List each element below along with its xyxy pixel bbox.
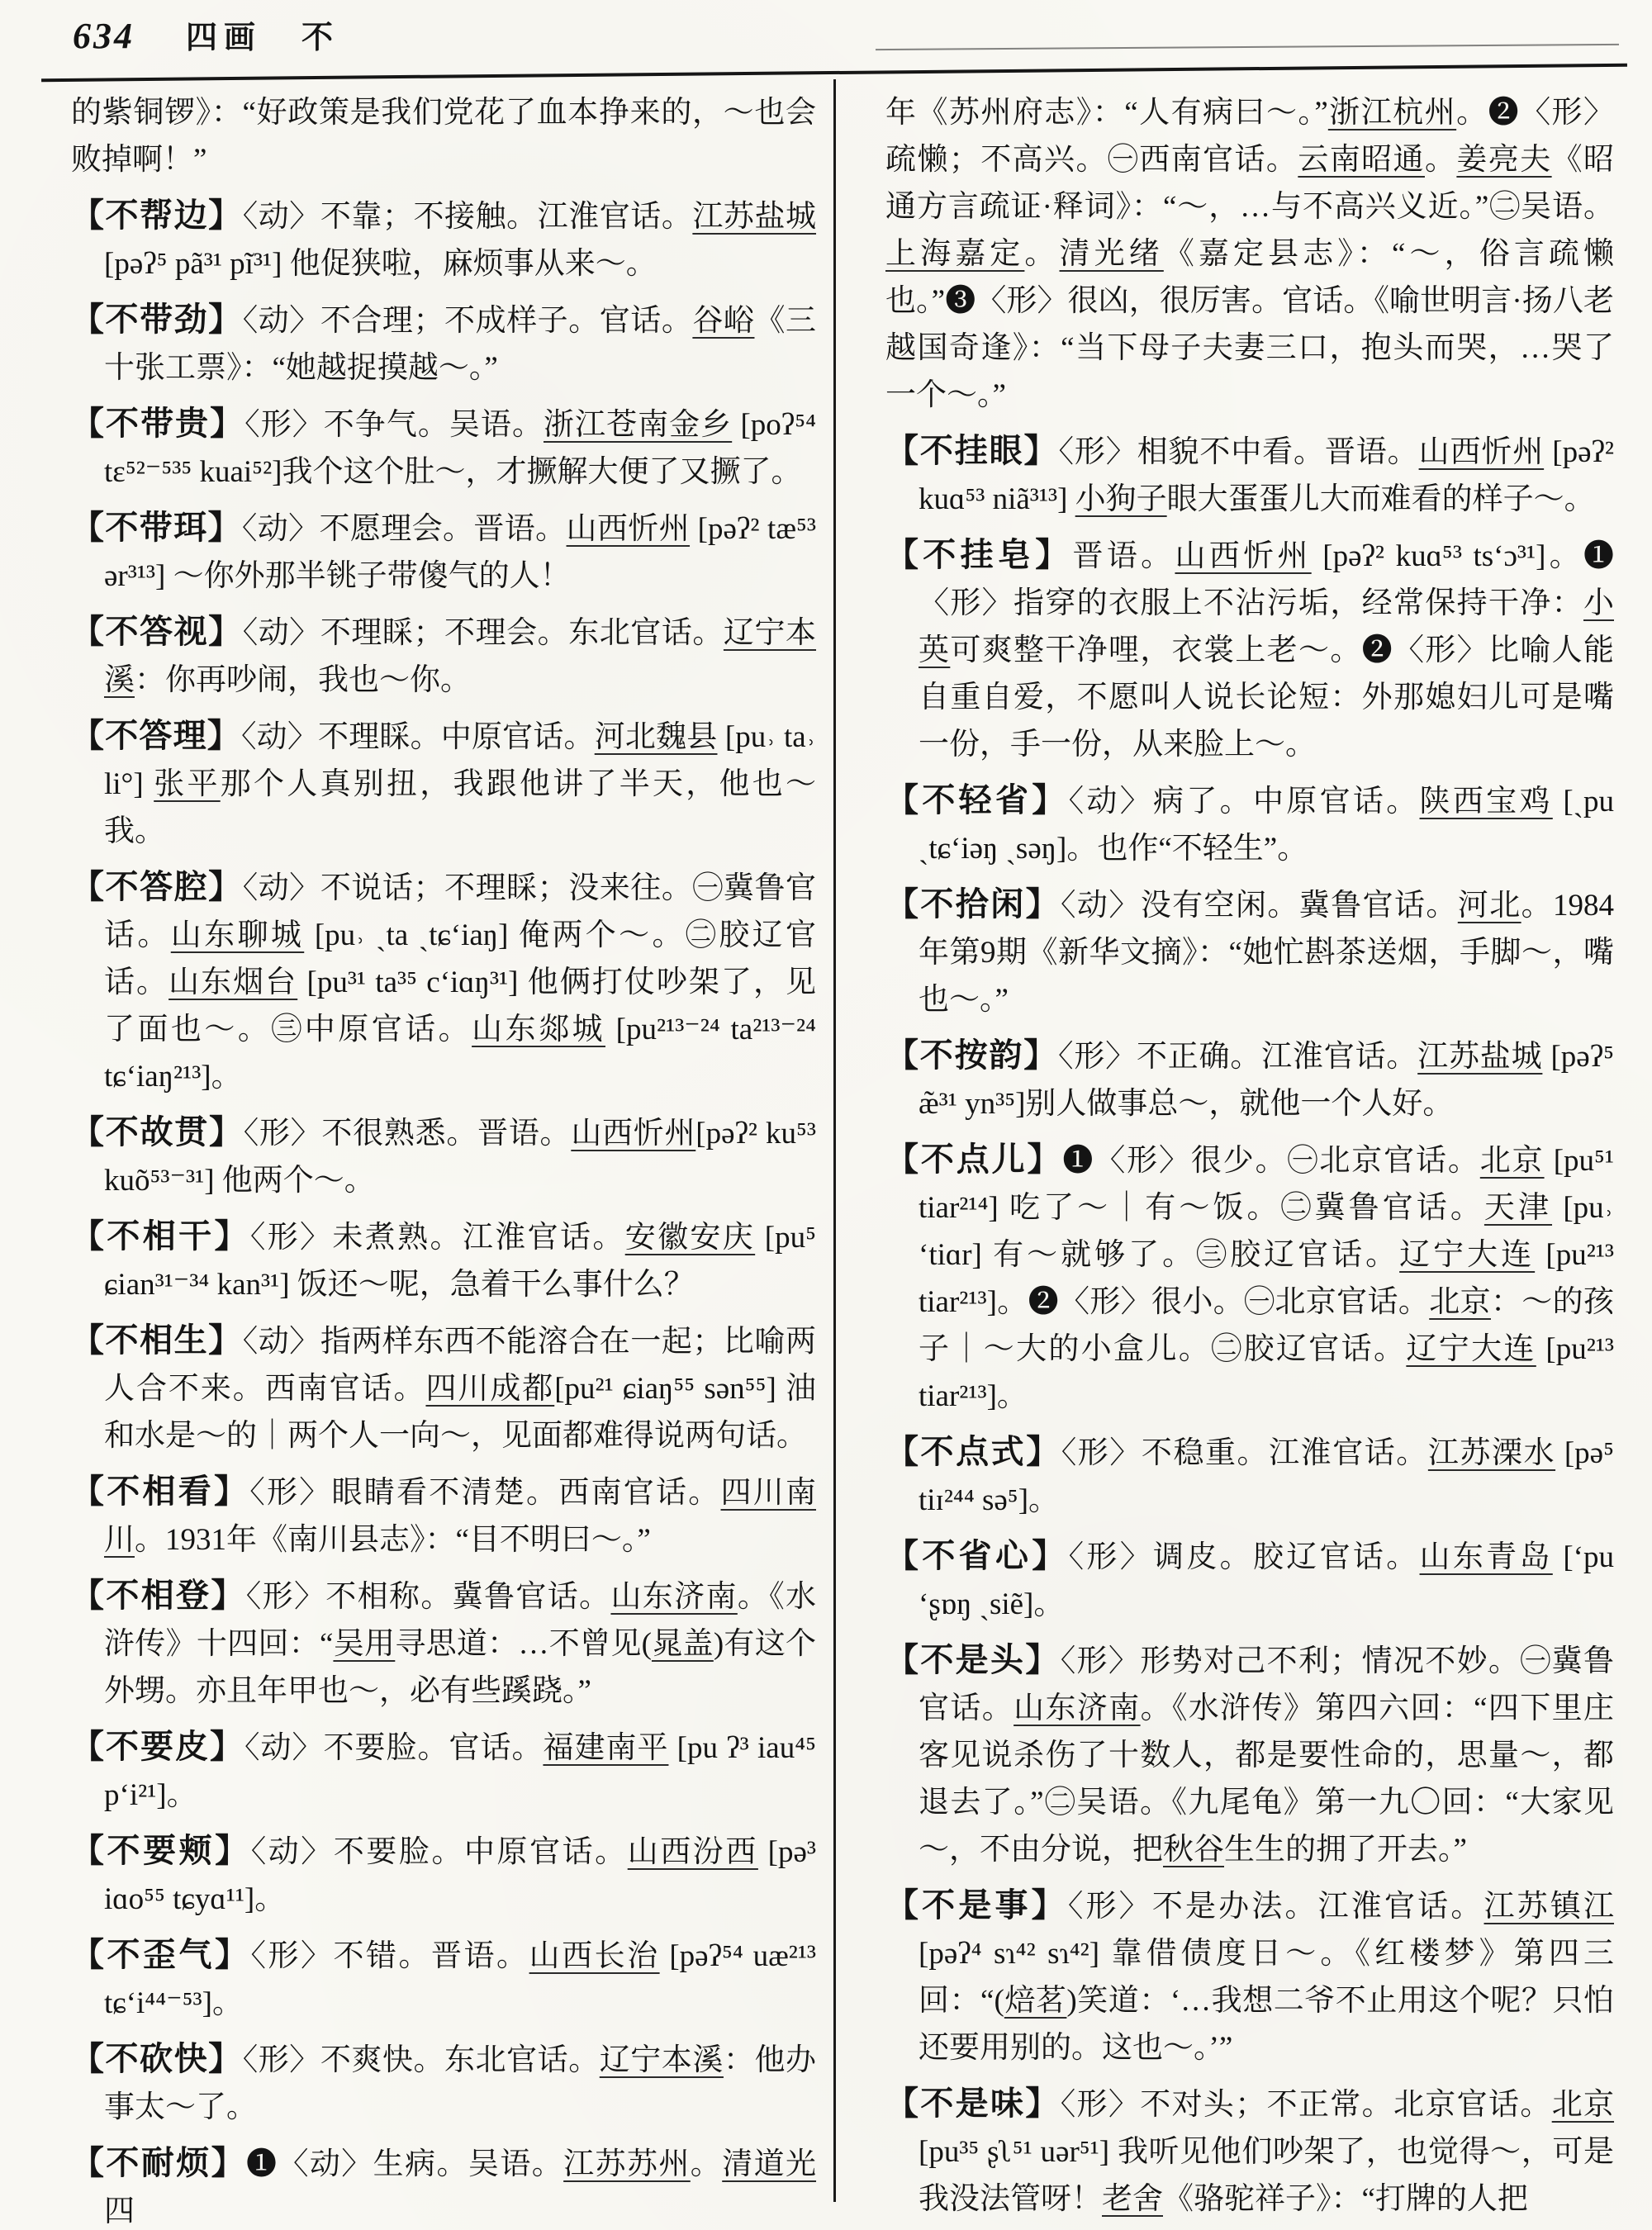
entry-text: 眼大蛋蛋儿大而难看的样子～。 bbox=[1166, 482, 1595, 516]
entry-text: [pu˒ ʻtiɑr] 有～就够了。㊂胶辽官话。 bbox=[919, 1191, 1614, 1272]
entry-headword: 【不轻省】 bbox=[885, 781, 1069, 818]
proper-noun: 山东聊城 bbox=[170, 918, 305, 952]
entry-text: [ʻpu ʻʂɒŋ ˏsiẽ]。 bbox=[919, 1540, 1615, 1621]
entry-text: 〈形〉不很熟悉。晋语。 bbox=[243, 1117, 572, 1151]
entry-headword: 【不带贵】 bbox=[71, 405, 245, 442]
entry-headword: 【不答理】 bbox=[71, 717, 241, 754]
proper-noun: 山东济南 bbox=[610, 1580, 738, 1614]
entry-headword: 【不按韵】 bbox=[885, 1037, 1059, 1074]
dict-entry bbox=[71, 504, 816, 600]
dict-entry bbox=[71, 2139, 816, 2230]
entry-text: 。1984年第9期《新华文摘》：“她忙斟茶送烟，手脚～，嘴也～。” bbox=[919, 889, 1615, 1017]
entry-text: 〈动〉不要脸。中原官话。 bbox=[250, 1835, 628, 1869]
entry-text: 〈形〉不稳重。江淮官话。 bbox=[1061, 1436, 1428, 1470]
dict-entry bbox=[71, 192, 816, 287]
proper-noun: 四川南川 bbox=[104, 1476, 816, 1557]
proper-noun: 陕西宝鸡 bbox=[1419, 785, 1553, 818]
section-headword-character: 不 bbox=[301, 21, 334, 55]
entry-text: 。《水浒传》十四回：“ bbox=[104, 1580, 817, 1661]
entry-text: [pəʔ⁵ pã³¹ pĩ³¹] 他促狭啦，麻烦事从来～。 bbox=[104, 247, 657, 281]
entry-text: 《三十张工票》：“她越捉摸越～。” bbox=[104, 304, 817, 385]
proper-noun: 山西忻州 bbox=[1175, 539, 1312, 573]
entry-text: 可爽整干净哩，衣裳上老～。❷〈形〉比喻人能自重自爱，不愿叫人说长论短：外那媳妇儿可是嘴一份，手一份，从来脸上～。 bbox=[919, 633, 1615, 762]
proper-noun: 老舍 bbox=[1102, 2182, 1163, 2216]
proper-noun: 山东济南 bbox=[1014, 1691, 1141, 1725]
entry-text: ：他办事太～了。 bbox=[104, 2043, 817, 2124]
entry-text: 〈形〉不相称。冀鲁官话。 bbox=[245, 1580, 611, 1614]
proper-noun: 北京 bbox=[1479, 1144, 1545, 1178]
entry-text: 〈动〉不说话；不理睬；没来往。㊀冀鲁官话。 bbox=[104, 871, 817, 952]
dict-entry bbox=[71, 712, 816, 855]
entry-text: 。1931年《南川县志》：“目不明曰～。” bbox=[135, 1523, 651, 1557]
proper-noun: 云南昭通 bbox=[1298, 143, 1425, 177]
entry-headword: 【不歪气】 bbox=[71, 1936, 251, 1973]
dict-entry bbox=[71, 863, 816, 1100]
entry-headword: 【不是味】 bbox=[885, 2085, 1061, 2122]
dict-entry bbox=[71, 400, 816, 496]
entry-text: 〈形〉眼睛看不清楚。西南官话。 bbox=[249, 1476, 721, 1510]
dict-entry bbox=[885, 531, 1614, 768]
stroke-count-section: 四画 bbox=[186, 21, 263, 55]
entry-headword: 【不答腔】 bbox=[71, 868, 243, 905]
entry-text: 〈动〉不理睬；不理会。东北官话。 bbox=[242, 616, 724, 650]
entry-text: [pu²¹³ tiar²¹³]。❷〈形〉很小。㊀北京官话。 bbox=[919, 1238, 1615, 1319]
proper-noun: 谷峪 bbox=[692, 304, 755, 338]
proper-noun: 辽宁大连 bbox=[1399, 1238, 1536, 1272]
entry-text: [pu˒ ˏta ˏtɕʻiaŋ] 俺两个～。㊁胶辽官话。 bbox=[104, 918, 817, 999]
entry-headword: 【不故贯】 bbox=[71, 1113, 244, 1151]
proper-noun: 姜亮夫 bbox=[1456, 143, 1552, 177]
entry-headword: 【不点儿】 bbox=[885, 1141, 1063, 1178]
proper-noun: 北京 bbox=[1429, 1285, 1491, 1319]
entry-text: ：你再吵闹，我也～你。 bbox=[135, 663, 471, 697]
proper-noun: 焙茗 bbox=[1004, 1984, 1067, 2018]
right-column bbox=[885, 89, 1614, 2230]
proper-noun: 山东烟台 bbox=[169, 966, 298, 999]
entry-text: 那个人真别扭，我跟他讲了半天，他也～我。 bbox=[104, 767, 817, 848]
entry-text: )有这个外甥。亦且年甲也～，必有些蹊跷。” bbox=[104, 1627, 816, 1708]
entry-text: 〈动〉指两样东西不能溶合在一起；比喻两人合不来。西南官话。 bbox=[104, 1325, 817, 1406]
entry-text: 。 bbox=[1424, 143, 1457, 177]
entry-text: [pəʔ² kuɑ⁵³ niã³¹³] bbox=[919, 435, 1615, 516]
entry-headword: 【不点式】 bbox=[885, 1433, 1061, 1470]
entry-text: [pə⁵ tiɪ²⁴⁴ sə⁵]。 bbox=[919, 1436, 1615, 1517]
entry-headword: 【不挂眼】 bbox=[885, 432, 1059, 469]
entry-text: 。《水浒传》第四六回：“四下里庄客见说杀伤了十数人，都是要性命的，思量～，都退去了。”㊁吴语。《九尾龟》第一九〇回：“大家见～，不由分说，把 bbox=[919, 1691, 1615, 1867]
entry-text: 晋语。 bbox=[1072, 539, 1175, 573]
entry-text: 〈动〉不靠；不接触。江淮官话。 bbox=[242, 200, 693, 234]
entry-text: [pəʔ² kuɑ⁵³ tsʻɔ³¹]。❶〈形〉指穿的衣服上不沾污垢，经常保持干净： bbox=[919, 539, 1615, 620]
entry-text: [pu³¹ ta³⁵ cʻiɑŋ³¹] 他俩打仗吵架了，见了面也～。㊂中原官话。 bbox=[104, 966, 817, 1046]
entry-text: [ˏpu ˏtɕʻiəŋ ˏsəŋ]。也作“不轻生”。 bbox=[919, 785, 1615, 866]
entry-text: 年《苏州府志》：“人有病曰～。” bbox=[885, 96, 1328, 130]
dict-entry bbox=[885, 776, 1614, 872]
entry-text: 生生的拥了开去。” bbox=[1224, 1833, 1467, 1867]
proper-noun: 山东青岛 bbox=[1419, 1540, 1553, 1574]
proper-noun: 辽宁大连 bbox=[1406, 1332, 1536, 1366]
entry-text: 〈形〉不爽快。东北官话。 bbox=[242, 2043, 600, 2077]
entry-headword: 【不砍快】 bbox=[71, 2040, 243, 2077]
entry-text: [pu²¹³ tiar²¹³]。 bbox=[919, 1332, 1615, 1413]
proper-noun: 辽宁本溪 bbox=[104, 616, 817, 697]
dict-entry bbox=[71, 608, 816, 704]
entry-headword: 【不带劲】 bbox=[71, 301, 243, 338]
dict-entry bbox=[885, 427, 1614, 523]
entry-text: 〈形〉未煮熟。江淮官话。 bbox=[249, 1221, 625, 1255]
dict-entry bbox=[71, 1468, 816, 1563]
proper-noun: 清道光 bbox=[722, 2147, 817, 2181]
scan-artifact-rule bbox=[876, 44, 1619, 50]
entry-text: 〈动〉不要脸。官话。 bbox=[244, 1731, 544, 1765]
entry-text: [pəʔ² tæ⁵³ ər³¹³] ～你外那半铫子带傻气的人！ bbox=[104, 512, 817, 593]
entry-headword: 【不相生】 bbox=[71, 1321, 243, 1359]
dict-entry bbox=[885, 1032, 1614, 1127]
entry-text: 〈形〉形势对己不利；情况不妙。㊀冀鲁官话。 bbox=[919, 1644, 1615, 1725]
dict-entry bbox=[71, 1317, 816, 1459]
entry-text: [pəʔ⁵⁴ uæ²¹³ tɕʻi⁴⁴⁻⁵³]。 bbox=[104, 1939, 817, 2020]
proper-noun: 山西忻州 bbox=[1418, 435, 1545, 469]
dict-entry bbox=[885, 1532, 1614, 1628]
proper-noun: 天津 bbox=[1483, 1191, 1553, 1225]
entry-headword: 【不答视】 bbox=[71, 613, 243, 650]
proper-noun: 四川成都 bbox=[425, 1372, 555, 1406]
entry-text: [pu ʔ³ iau⁴⁵ pʻi²¹]。 bbox=[104, 1731, 817, 1812]
dict-entry bbox=[71, 1572, 816, 1715]
entry-text: [pə³ iɑo⁵⁵ tɕyɑ¹¹]。 bbox=[104, 1835, 817, 1916]
entry-text: 《昭通方言疏证·释词》：“～，…与不高兴义近。”㊁吴语。 bbox=[885, 143, 1615, 224]
proper-noun: 山东郯城 bbox=[472, 1013, 605, 1046]
proper-noun: 山西长治 bbox=[529, 1939, 660, 1973]
entry-text: 〈形〉调皮。胶辽官话。 bbox=[1068, 1540, 1420, 1574]
entry-headword: 【不相干】 bbox=[71, 1217, 250, 1255]
entry-headword: 【不省心】 bbox=[885, 1537, 1069, 1574]
dict-entry bbox=[71, 1108, 816, 1204]
entry-text: )笑道：‘…我想二爷不止用这个呢？只怕还要用别的。这也～。’” bbox=[919, 1984, 1615, 2065]
entry-text: [pu⁵ ɕian³¹⁻³⁴ kan³¹] 饭还～呢，急着干么事什么？ bbox=[104, 1221, 817, 1302]
proper-noun: 山西忻州 bbox=[566, 512, 691, 546]
dict-entry bbox=[885, 880, 1614, 1023]
proper-noun: 浙江杭州 bbox=[1327, 96, 1457, 130]
dict-entry bbox=[885, 1881, 1614, 2071]
entry-headword: 【不是事】 bbox=[885, 1886, 1068, 1924]
entry-text: 〈形〉不对头；不正常。北京官话。 bbox=[1060, 2088, 1552, 2122]
dict-entry bbox=[71, 2035, 816, 2131]
entry-headword: 【不要皮】 bbox=[71, 1728, 244, 1765]
dict-entry bbox=[71, 296, 816, 391]
entry-text: [pəʔ² ku⁵³ kuõ⁵³⁻³¹] 他两个～。 bbox=[104, 1117, 817, 1198]
entry-headword: 【不耐烦】 bbox=[71, 2144, 247, 2181]
left-column bbox=[71, 89, 816, 2230]
entry-text: 《嘉定县志》：“～，俗言疏懒也。”❸〈形〉很凶，很厉害。官话。《喻世明言·扬八老越国奇逢》：“当下母子夫妻三口，抱头而哭，…哭了一个～。” bbox=[885, 237, 1615, 412]
entry-text: 〈动〉不合理；不成样子。官话。 bbox=[242, 304, 693, 338]
proper-noun: 清光绪 bbox=[1059, 237, 1164, 271]
entry-text: 〈形〉相貌不中看。晋语。 bbox=[1058, 435, 1419, 469]
entry-text: 〈动〉不理睬。中原官话。 bbox=[240, 720, 595, 754]
entry-headword: 【不带珥】 bbox=[71, 509, 242, 546]
proper-noun: 河北 bbox=[1457, 889, 1521, 923]
entry-text: [pu⁵¹ tiar²¹⁴] 吃了～｜有～饭。㊁冀鲁官话。 bbox=[919, 1144, 1615, 1225]
dict-entry bbox=[885, 1636, 1614, 1873]
proper-noun: 浙江苍南金乡 bbox=[544, 408, 733, 442]
entry-text: [poʔ⁵⁴ tɛ⁵²⁻⁵³⁵ kuai⁵²]我个这个肚～，才撅解大便了又撅了。 bbox=[104, 408, 817, 489]
dict-entry bbox=[71, 1723, 816, 1819]
proper-noun: 安徽安庆 bbox=[624, 1221, 756, 1255]
entry-text: 《骆驼祥子》：“打牌的人把 bbox=[1163, 2182, 1528, 2216]
entry-headword: 【不挂皂】 bbox=[885, 536, 1073, 573]
proper-noun: 江苏镇江 bbox=[1483, 1890, 1615, 1924]
entry-text: 。 bbox=[1024, 237, 1060, 271]
entry-text: 。❷〈形〉疏懒；不高兴。㊀西南官话。 bbox=[885, 96, 1614, 177]
entry-text: ❶〈形〉很少。㊀北京官话。 bbox=[1062, 1144, 1480, 1178]
proper-noun: 河北魏县 bbox=[594, 720, 718, 754]
proper-noun: 秋谷 bbox=[1163, 1833, 1224, 1867]
dict-entry bbox=[71, 1212, 816, 1308]
entry-text: 〈动〉病了。中原官话。 bbox=[1068, 785, 1420, 818]
proper-noun: 辽宁本溪 bbox=[599, 2043, 724, 2077]
entry-text: 〈形〉不正确。江淮官话。 bbox=[1058, 1040, 1418, 1074]
entry-text: 。 bbox=[690, 2147, 723, 2181]
proper-noun: 小英 bbox=[919, 586, 1614, 667]
entry-headword: 【不要颊】 bbox=[71, 1832, 251, 1869]
entry-text: 〈形〉不争气。吴语。 bbox=[244, 408, 544, 442]
proper-noun: 吴用 bbox=[333, 1627, 396, 1661]
entry-text: [pəʔ⁴ sɿ⁴² sɿ⁴²] 靠借债度日～。《红楼梦》第四三回：“( bbox=[919, 1937, 1614, 2018]
proper-noun: 江苏盐城 bbox=[1417, 1040, 1543, 1074]
proper-noun: 小狗子 bbox=[1075, 482, 1167, 516]
entry-headword: 【不相看】 bbox=[71, 1473, 250, 1510]
proper-noun: 福建南平 bbox=[543, 1731, 669, 1765]
dict-entry bbox=[885, 1428, 1614, 1524]
entry-text: [pu²¹ ɕiaŋ⁵⁵ sən⁵⁵] 油和水是～的｜两个人一向～，见面都难得说两句话。 bbox=[104, 1372, 816, 1453]
entry-headword: 【不帮边】 bbox=[71, 197, 243, 234]
proper-noun: 晁盖 bbox=[651, 1627, 714, 1661]
entry-text: 〈形〉不错。晋语。 bbox=[250, 1939, 529, 1973]
proper-noun: 上海嘉定 bbox=[885, 237, 1025, 271]
entry-text: 的紫铜锣》：“好政策是我们党花了血本挣来的，～也会败掉啊！” bbox=[71, 96, 816, 177]
proper-noun: 山西汾西 bbox=[627, 1835, 758, 1869]
proper-noun: 北京 bbox=[1551, 2088, 1615, 2122]
continuation-paragraph bbox=[885, 89, 1614, 419]
entry-text: 〈形〉不是办法。江淮官话。 bbox=[1067, 1890, 1484, 1924]
entry-headword: 【不拾闲】 bbox=[885, 885, 1061, 923]
entry-text: 四 bbox=[104, 2194, 135, 2228]
entry-text: 寻思道：…不曾见( bbox=[395, 1627, 652, 1661]
entry-text: ❶〈动〉生病。吴语。 bbox=[246, 2147, 564, 2181]
dict-entry bbox=[885, 1136, 1614, 1420]
entry-text: [pəʔ⁵ æ̃³¹ yn³⁵]别人做事总～，就他一个人好。 bbox=[919, 1040, 1615, 1121]
dict-entry bbox=[71, 1827, 816, 1923]
entry-text: [pu˒ ta˒ li°] bbox=[104, 720, 817, 801]
column-divider bbox=[833, 79, 836, 2202]
page-number: 634 bbox=[73, 16, 135, 56]
dict-entry bbox=[71, 1931, 816, 2027]
entry-headword: 【不相登】 bbox=[71, 1577, 246, 1614]
proper-noun: 山西忻州 bbox=[571, 1117, 696, 1151]
entry-text: 〈动〉不愿理会。晋语。 bbox=[241, 512, 567, 546]
proper-noun: 江苏溧水 bbox=[1427, 1436, 1556, 1470]
entry-headword: 【不是头】 bbox=[885, 1641, 1061, 1678]
dict-entry bbox=[885, 2080, 1614, 2223]
entry-text: ：～的孩子｜～大的小盒儿。㊁胶辽官话。 bbox=[919, 1285, 1615, 1366]
proper-noun: 江苏盐城 bbox=[692, 200, 817, 234]
entry-text: 〈动〉没有空闲。冀鲁官话。 bbox=[1061, 889, 1458, 923]
continuation-paragraph bbox=[71, 89, 816, 183]
proper-noun: 张平 bbox=[154, 767, 221, 801]
entry-text: [pu²¹³⁻²⁴ ta²¹³⁻²⁴ tɕʻiaŋ²¹³]。 bbox=[104, 1013, 817, 1094]
page-header bbox=[73, 12, 333, 57]
entry-text: [pu³⁵ ʂʅ⁵¹ uər⁵¹] 我听见他们吵架了，也觉得～，可是我没法管呀！ bbox=[919, 2135, 1614, 2216]
proper-noun: 江苏苏州 bbox=[563, 2147, 691, 2181]
